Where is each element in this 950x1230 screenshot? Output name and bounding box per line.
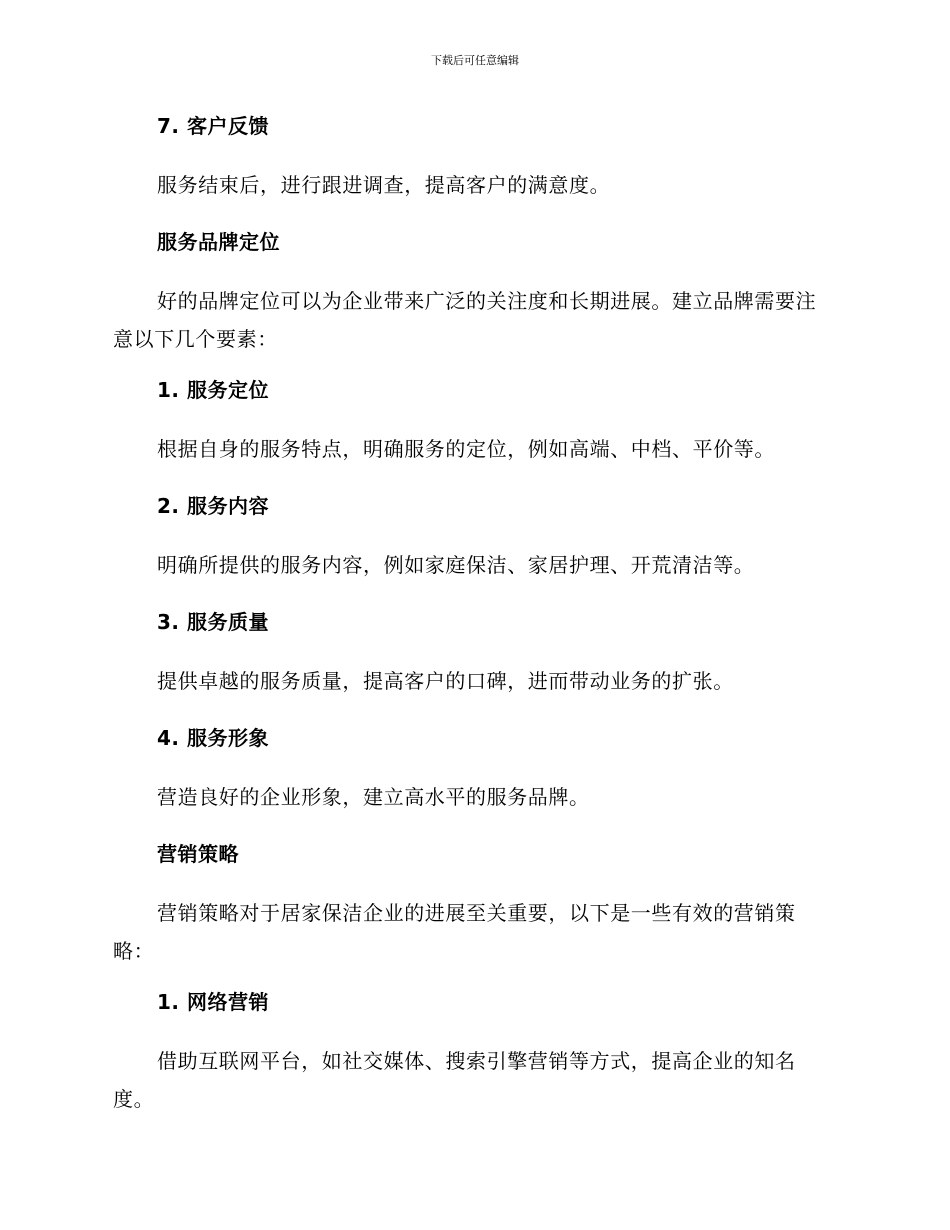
- paragraph-customer-feedback: 服务结束后，进行跟进调查，提高客户的满意度。: [157, 173, 611, 197]
- paragraph-service-image: 营造良好的企业形象，建立高水平的服务品牌。: [157, 785, 590, 809]
- section-heading-online-marketing: 1. 网络营销: [157, 990, 269, 1014]
- section-heading-service-positioning: 1. 服务定位: [157, 378, 269, 402]
- section-heading-service-content: 2. 服务内容: [157, 494, 269, 518]
- paragraph-marketing-strategy: 营销策略对于居家保洁企业的进展至关重要，以下是一些有效的营销策略：: [113, 901, 796, 963]
- section-heading-brand-positioning: 服务品牌定位: [157, 230, 280, 254]
- section-heading-service-image: 4. 服务形象: [157, 726, 269, 750]
- section-heading-marketing-strategy: 营销策略: [157, 842, 239, 866]
- paragraph-brand-positioning: 好的品牌定位可以为企业带来广泛的关注度和长期进展。建立品牌需要注意以下几个要素：: [113, 289, 817, 351]
- paragraph-service-quality: 提供卓越的服务质量，提高客户的口碑，进而带动业务的扩张。: [157, 669, 734, 693]
- paragraph-service-positioning: 根据自身的服务特点，明确服务的定位，例如高端、中档、平价等。: [157, 437, 775, 461]
- document-body: [113, 110, 835, 1134]
- section-heading-customer-feedback: 7. 客户反馈: [157, 114, 269, 138]
- paragraph-service-content: 明确所提供的服务内容，例如家庭保洁、家居护理、开荒清洁等。: [157, 553, 755, 577]
- section-heading-service-quality: 3. 服务质量: [157, 610, 269, 634]
- paragraph-online-marketing: 借助互联网平台，如社交媒体、搜索引擎营销等方式，提高企业的知名度。: [113, 1049, 796, 1111]
- page-header: 下载后可任意编辑: [431, 54, 519, 67]
